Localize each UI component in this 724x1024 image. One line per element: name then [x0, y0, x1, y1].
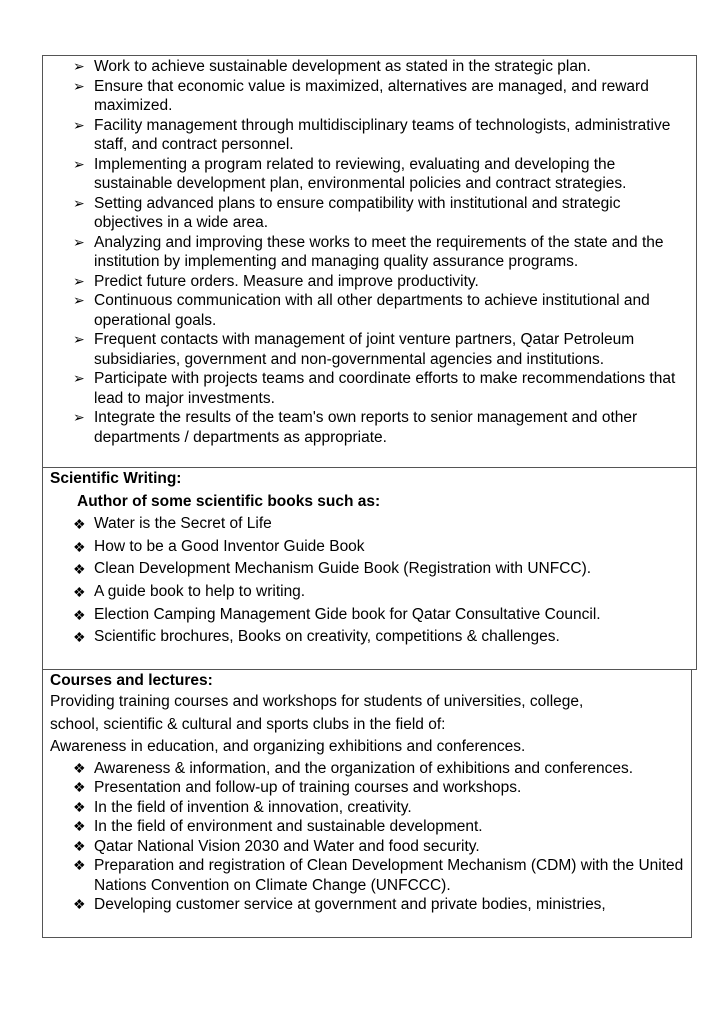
list-item: ❖ Clean Development Mechanism Guide Book (Registration with UNFCC). — [73, 560, 592, 578]
intro-text: school, scientific & cultural and sports clubs in the field of: — [50, 715, 446, 733]
scientific-writing-section — [42, 467, 697, 670]
arrow-bullet-icon: ➢ — [73, 194, 85, 211]
arrow-bullet-icon: ➢ — [73, 116, 85, 133]
list-item: ❖ How to be a Good Inventor Guide Book — [73, 537, 365, 555]
list-item: ➢ Setting advanced plans to ensure compatibility with institutional and strategic objectives in a wide area. — [73, 194, 621, 231]
list-item: ❖ A guide book to help to writing. — [73, 583, 306, 601]
diamond-bullet-icon: ❖ — [73, 538, 86, 555]
list-item: ➢ Integrate the results of the team's own reports to senior management and other departments / departments as appropriate. — [73, 409, 638, 446]
courses-list — [43, 759, 691, 915]
arrow-bullet-icon: ➢ — [73, 409, 85, 425]
list-item: ➢ Ensure that economic value is maximized, alternatives are managed, and reward maximized. — [73, 77, 649, 114]
diamond-bullet-icon: ❖ — [73, 779, 86, 795]
intro-text: Awareness in education, and organizing exhibitions and conferences. — [50, 738, 526, 755]
list-item: ➢ Facility management through multidisciplinary teams of technologists, administrative staff, and contract personnel. — [73, 116, 671, 153]
diamond-bullet-icon: ❖ — [73, 629, 86, 646]
diamond-bullet-icon: ❖ — [73, 759, 86, 776]
list-item: ➢ Implementing a program related to reviewing, evaluating and developing the sustainable development plan, environmental policies and contract strategies. — [73, 155, 627, 192]
list-item: ❖ Qatar National Vision 2030 and Water and food security. — [73, 837, 480, 855]
list-item: ❖ Scientific brochures, Books on creativity, competitions & challenges. — [73, 628, 560, 646]
responsibilities-list — [43, 56, 696, 447]
list-item: ❖ Election Camping Management Gide book for Qatar Consultative Council. — [73, 605, 601, 623]
diamond-bullet-icon: ❖ — [73, 606, 86, 623]
section-subheading: Author of some scientific books such as: — [77, 493, 381, 510]
diamond-bullet-icon: ❖ — [73, 857, 86, 873]
diamond-bullet-icon: ❖ — [73, 896, 86, 912]
section-heading: Scientific Writing: — [50, 470, 182, 487]
intro-text: Providing training courses and workshops for students of universities, college, — [50, 693, 584, 710]
arrow-bullet-icon: ➢ — [73, 77, 85, 94]
arrow-bullet-icon: ➢ — [73, 155, 85, 172]
arrow-bullet-icon: ➢ — [73, 331, 85, 347]
arrow-bullet-icon: ➢ — [73, 233, 85, 250]
list-item: ❖ Presentation and follow-up of training courses and workshops. — [73, 779, 522, 796]
list-item: ➢ Participate with projects teams and coordinate efforts to make recommendations that lead to major investments. — [73, 370, 676, 407]
responsibilities-section — [42, 55, 697, 468]
courses-section — [42, 669, 692, 938]
arrow-bullet-icon: ➢ — [73, 58, 85, 74]
diamond-bullet-icon: ❖ — [73, 516, 86, 532]
list-item: ➢ Work to achieve sustainable development as stated in the strategic plan. — [73, 58, 591, 75]
books-list — [43, 514, 696, 647]
list-item: ➢ Frequent contacts with management of joint venture partners, Qatar Petroleum subsidiaries, government and non-governmental agencies and institutions. — [73, 331, 635, 368]
list-item: ➢ Continuous communication with all other departments to achieve institutional and operational goals. — [73, 292, 650, 329]
diamond-bullet-icon: ❖ — [73, 584, 86, 601]
diamond-bullet-icon: ❖ — [73, 798, 86, 815]
list-item: ❖ In the field of invention & innovation, creativity. — [73, 798, 412, 816]
list-item: ➢ Analyzing and improving these works to meet the requirements of the state and the institution by implementing and managing quality assurance programs. — [73, 233, 664, 270]
list-item: ❖ Preparation and registration of Clean Development Mechanism (CDM) with the United Nations Convention on Climate Change (UNFCCC). — [73, 857, 684, 894]
diamond-bullet-icon: ❖ — [73, 561, 86, 578]
list-item: ❖ Developing customer service at government and private bodies, ministries, — [73, 896, 606, 913]
arrow-bullet-icon: ➢ — [73, 370, 85, 386]
list-item: ❖ Awareness & information, and the organization of exhibitions and conferences. — [73, 759, 634, 777]
list-item: ❖ In the field of environment and sustainable development. — [73, 818, 483, 835]
diamond-bullet-icon: ❖ — [73, 837, 86, 854]
section-heading: Courses and lectures: — [50, 672, 213, 689]
arrow-bullet-icon: ➢ — [73, 292, 85, 308]
diamond-bullet-icon: ❖ — [73, 818, 86, 834]
list-item: ❖ Water is the Secret of Life — [73, 515, 272, 532]
list-item: ➢ Predict future orders. Measure and improve productivity. — [73, 272, 479, 290]
arrow-bullet-icon: ➢ — [73, 272, 85, 289]
